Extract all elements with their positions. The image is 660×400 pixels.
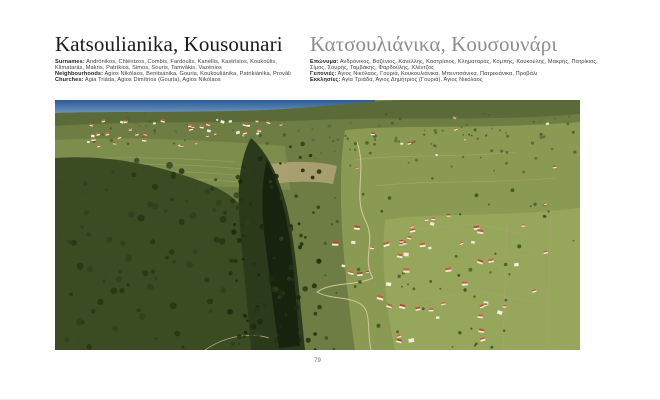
- surnames-text-el: Ανδρόνικος, Βαζένιος, Κανέλλης, Καστρίσιος, Κληματαράς, Κομπής, Κουκούλης, Μακρής, Πατρίκιος, Σίμος, Σουρής, Ταμβάκης, Φαρδούλης, Χλέντζος: [310, 59, 598, 72]
- page-number: 79: [314, 358, 321, 364]
- page-title-greek: Κατσουλιάνικα, Κουσουνάρι: [310, 32, 558, 56]
- churches-text-el: Αγία Τριάδα, Άγιος Δημήτριος (Γουριά), Άγιος Νικόλαος: [340, 77, 483, 84]
- neighbourhoods-text-en: Agios Nikólaos, Benitsánika, Gouria, Koukouliánika, Patrikiánika, Provàli: [103, 71, 291, 78]
- surnames-label-en: Surnames:: [55, 59, 85, 65]
- right-column: [310, 33, 602, 83]
- churches-text-en: Agia Triáda, Agios Dimítrios (Gouria), Agios Nikólaos: [83, 77, 221, 84]
- neighbourhoods-label-el: Γειτονιές:: [310, 71, 337, 78]
- left-column: [55, 33, 307, 83]
- surnames-line-el: [310, 59, 602, 71]
- churches-line-el: [310, 77, 602, 83]
- aerial-photo-svg: [55, 100, 580, 350]
- churches-label-el: Εκκλησίες:: [310, 77, 341, 84]
- churches-label-en: Churches:: [55, 77, 84, 84]
- neighbourhoods-text-el: Άγιος Νικόλαος, Γουριά, Κουκουλιάνικα, Μπενιτσάνικα, Πατρικιάνικα, Προβάλι: [336, 71, 538, 78]
- surnames-text-en: Andrónikos, Chléntzos, Combis, Fardoulis, Kanéllis, Kastrísios, Koukoúlis, Klimatarás, Makris, Patríkios, Simos, Souris, Tamvákis, Vazénios: [55, 59, 277, 72]
- surnames-label-el: Επώνυμα:: [310, 59, 339, 65]
- churches-line-en: [55, 77, 307, 83]
- aerial-photo: [55, 100, 580, 350]
- page-title-english: Katsoulianika, Kousounari: [55, 32, 283, 56]
- photo-tan-terraces: [269, 162, 337, 184]
- neighbourhoods-label-en: Neighbourhoods:: [55, 71, 104, 78]
- surnames-line-en: [55, 59, 307, 71]
